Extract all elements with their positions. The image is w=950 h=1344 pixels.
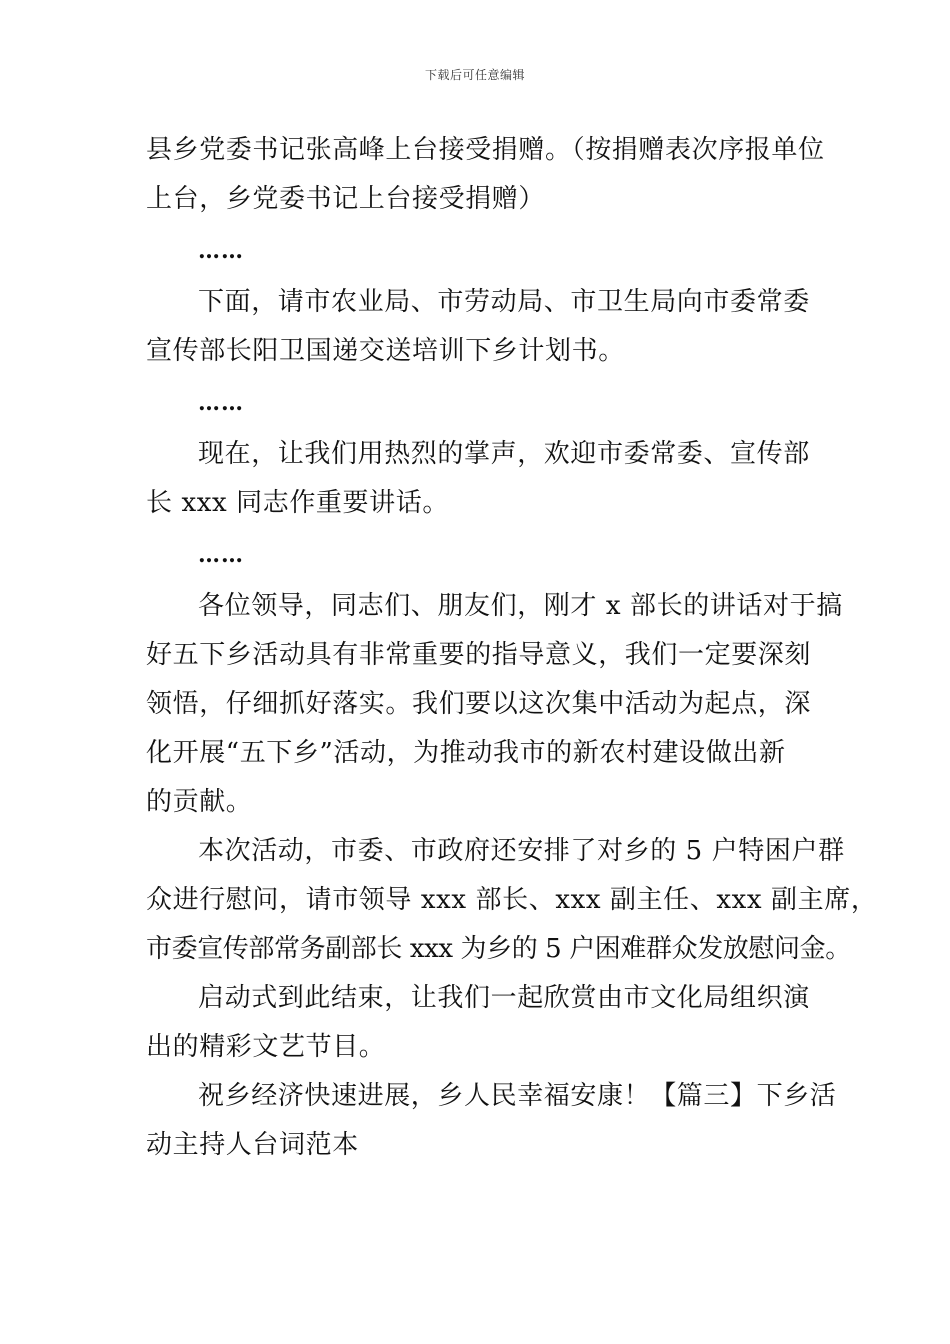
text-line: 祝乡经济快速进展，乡人民幸福安康！【篇三】下乡活	[198, 1081, 837, 1111]
text-line: 长 xxx 同志作重要讲话。	[146, 488, 449, 518]
text-line: 宣传部长阳卫国递交送培训下乡计划书。	[146, 336, 625, 366]
text-line: 本次活动，市委、市政府还安排了对乡的 5 户特困户群	[198, 836, 845, 866]
paragraph-wishes	[146, 1072, 837, 1170]
paragraph-donation	[146, 126, 825, 224]
text-line: 好五下乡活动具有非常重要的指导意义，我们一定要深刻	[146, 640, 812, 670]
paragraph-closing	[146, 974, 810, 1072]
text-line: 动主持人台词范本	[146, 1130, 359, 1160]
paragraph-training-plan	[146, 278, 810, 376]
text-line: 市委宣传部常务副部长 xxx 为乡的 5 户困难群众发放慰问金。	[146, 934, 851, 964]
text-line: 现在，让我们用热烈的掌声，欢迎市委常委、宣传部	[198, 439, 810, 469]
paragraph-guidance	[146, 582, 843, 827]
ellipsis-separator: ……	[198, 238, 244, 264]
page-header: 下载后可任意编辑	[424, 68, 525, 82]
text-line: 的贡献。	[146, 787, 253, 817]
text-line: 下面，请市农业局、市劳动局、市卫生局向市委常委	[198, 287, 810, 317]
text-line: 上台，乡党委书记上台接受捐赠）	[146, 184, 546, 214]
text-line: 县乡党委书记张高峰上台接受捐赠。（按捐赠表次序报单位	[146, 135, 825, 165]
paragraph-speech-invite	[146, 430, 810, 528]
paragraph-condolence	[146, 827, 878, 974]
text-line: 出的精彩文艺节目。	[146, 1032, 386, 1062]
text-line: 化开展“五下乡”活动，为推动我市的新农村建设做出新	[146, 738, 786, 768]
text-line: 启动式到此结束，让我们一起欣赏由市文化局组织演	[198, 983, 810, 1013]
text-line: 领悟，仔细抓好落实。我们要以这次集中活动为起点，深	[146, 689, 812, 719]
text-line: 各位领导，同志们、朋友们，刚才 x 部长的讲话对于搞	[198, 591, 843, 621]
document-body	[146, 126, 878, 1170]
ellipsis-separator: ……	[198, 390, 244, 416]
ellipsis-separator: ……	[198, 542, 244, 568]
text-line: 众进行慰问，请市领导 xxx 部长、xxx 副主任、xxx 副主席，	[146, 885, 878, 915]
